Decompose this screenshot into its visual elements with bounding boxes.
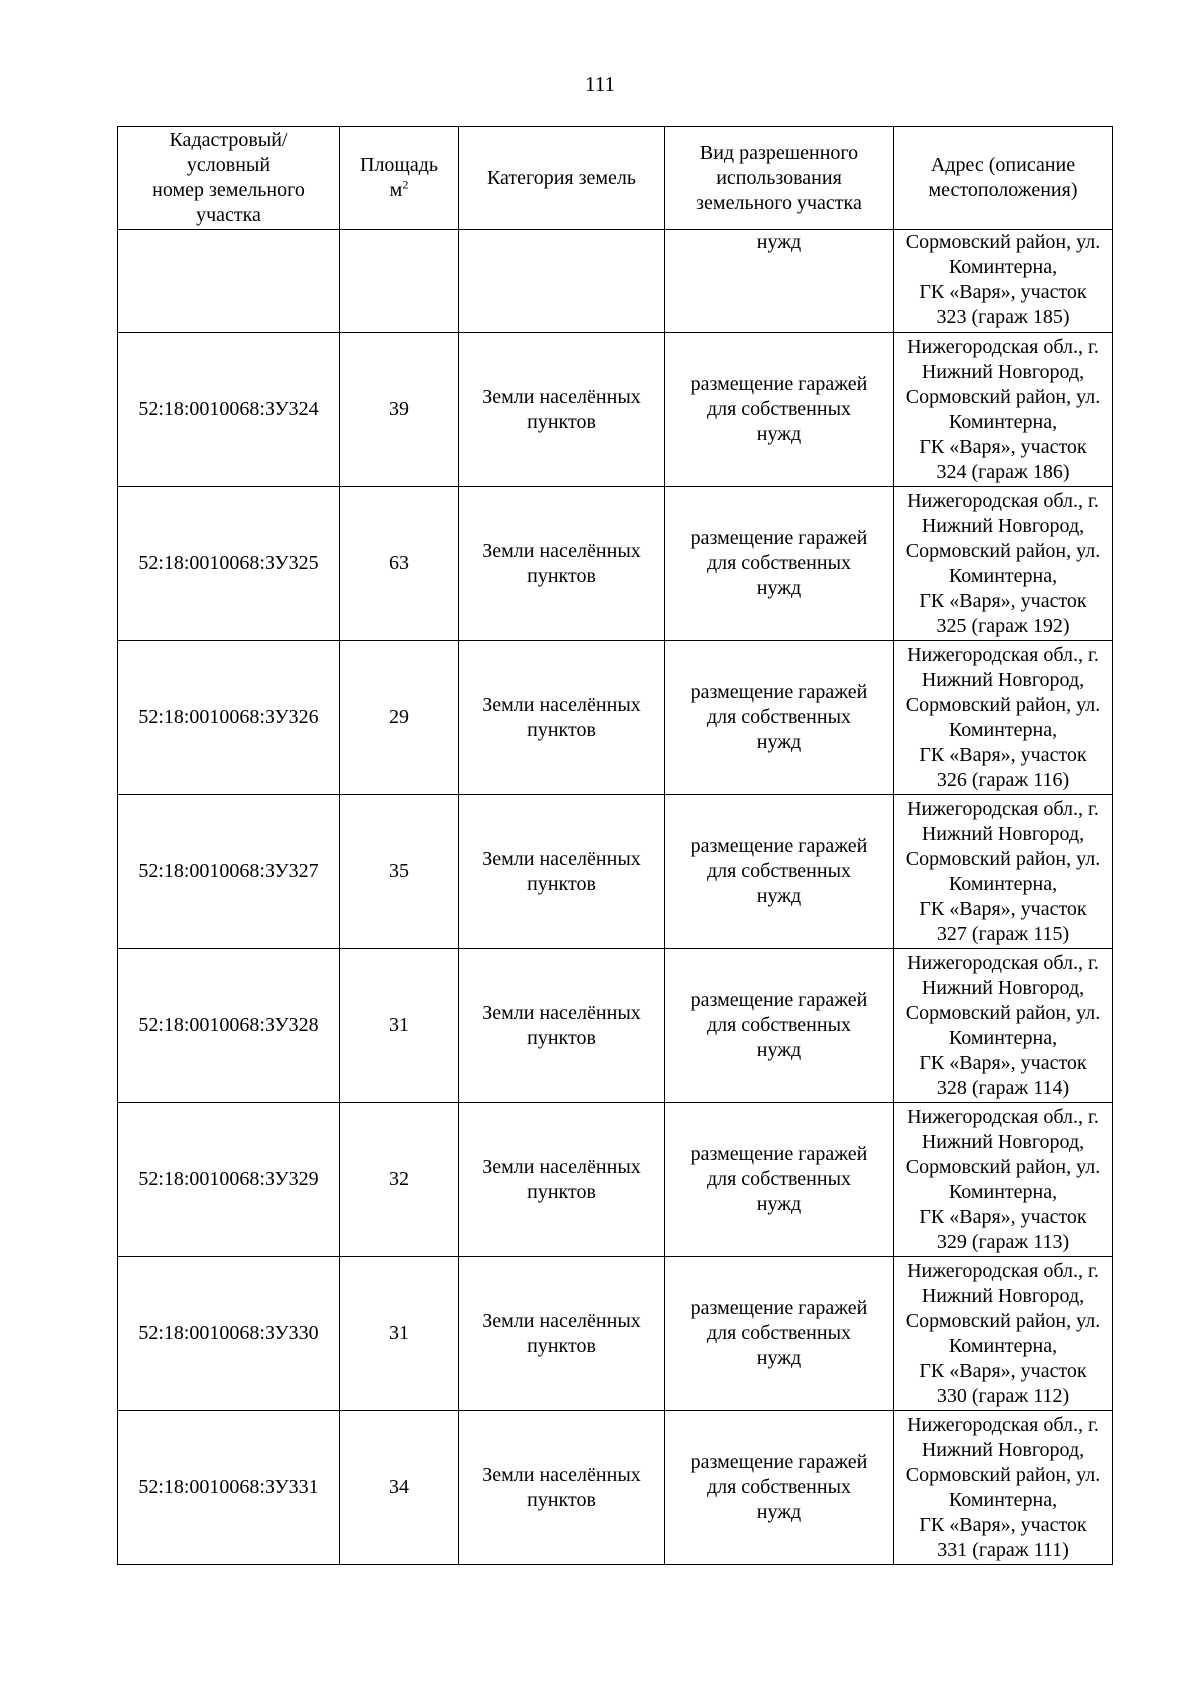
cell-use: размещение гаражей для собственных нужд <box>665 1257 894 1411</box>
table-row-continuation <box>118 230 1113 333</box>
cell-cadastral: 52:18:0010068:ЗУ331 <box>118 1411 340 1565</box>
cell-cadastral: 52:18:0010068:ЗУ327 <box>118 795 340 949</box>
cell-category: Земли населённых пунктов <box>459 333 665 487</box>
cell-address: Нижегородская обл., г. Нижний Новгород, Сормовский район, ул. Коминтерна, ГК «Варя», участок 326 (гараж 116) <box>894 641 1113 795</box>
cell-area: 31 <box>340 949 459 1103</box>
cell-cadastral: 52:18:0010068:ЗУ330 <box>118 1257 340 1411</box>
table-row <box>118 1257 1113 1411</box>
cell-category: Земли населённых пунктов <box>459 487 665 641</box>
cell-use: размещение гаражей для собственных нужд <box>665 1411 894 1565</box>
cell-address: Сормовский район, ул. Коминтерна, ГК «Варя», участок 323 (гараж 185) <box>894 230 1113 333</box>
cell-area <box>340 230 459 333</box>
cell-category: Земли населённых пунктов <box>459 795 665 949</box>
header-cadastral: Кадастровый/ условный номер земельного участка <box>118 127 340 230</box>
header-address: Адрес (описание местоположения) <box>894 127 1113 230</box>
cell-use: размещение гаражей для собственных нужд <box>665 795 894 949</box>
cell-use: размещение гаражей для собственных нужд <box>665 949 894 1103</box>
cell-area: 63 <box>340 487 459 641</box>
cell-address: Нижегородская обл., г. Нижний Новгород, Сормовский район, ул. Коминтерна, ГК «Варя», участок 328 (гараж 114) <box>894 949 1113 1103</box>
cell-use: размещение гаражей для собственных нужд <box>665 487 894 641</box>
table-row <box>118 487 1113 641</box>
cell-area: 31 <box>340 1257 459 1411</box>
table-row <box>118 641 1113 795</box>
table-row <box>118 795 1113 949</box>
cell-category: Земли населённых пунктов <box>459 641 665 795</box>
cell-address: Нижегородская обл., г. Нижний Новгород, Сормовский район, ул. Коминтерна, ГК «Варя», участок 324 (гараж 186) <box>894 333 1113 487</box>
cell-area: 39 <box>340 333 459 487</box>
cell-area: 35 <box>340 795 459 949</box>
cell-use: нужд <box>665 230 894 333</box>
cell-cadastral: 52:18:0010068:ЗУ329 <box>118 1103 340 1257</box>
cell-address: Нижегородская обл., г. Нижний Новгород, Сормовский район, ул. Коминтерна, ГК «Варя», участок 325 (гараж 192) <box>894 487 1113 641</box>
cell-area: 34 <box>340 1411 459 1565</box>
cell-address: Нижегородская обл., г. Нижний Новгород, Сормовский район, ул. Коминтерна, ГК «Варя», участок 329 (гараж 113) <box>894 1103 1113 1257</box>
table-row <box>118 1103 1113 1257</box>
table-row <box>118 1411 1113 1565</box>
cell-use: размещение гаражей для собственных нужд <box>665 333 894 487</box>
cell-cadastral <box>118 230 340 333</box>
cell-use: размещение гаражей для собственных нужд <box>665 641 894 795</box>
cell-address: Нижегородская обл., г. Нижний Новгород, Сормовский район, ул. Коминтерна, ГК «Варя», участок 331 (гараж 111) <box>894 1411 1113 1565</box>
cell-address: Нижегородская обл., г. Нижний Новгород, Сормовский район, ул. Коминтерна, ГК «Варя», участок 327 (гараж 115) <box>894 795 1113 949</box>
cell-category: Земли населённых пунктов <box>459 1257 665 1411</box>
cell-cadastral: 52:18:0010068:ЗУ325 <box>118 487 340 641</box>
cell-category: Земли населённых пунктов <box>459 1103 665 1257</box>
table-header-row <box>118 127 1113 230</box>
cell-category: Земли населённых пунктов <box>459 1411 665 1565</box>
cell-address: Нижегородская обл., г. Нижний Новгород, Сормовский район, ул. Коминтерна, ГК «Варя», участок 330 (гараж 112) <box>894 1257 1113 1411</box>
table-row <box>118 949 1113 1103</box>
cell-cadastral: 52:18:0010068:ЗУ324 <box>118 333 340 487</box>
header-area: Площадь $м^2$ <box>340 127 459 230</box>
land-plots-table <box>117 126 1113 1565</box>
cell-category: Земли населённых пунктов <box>459 949 665 1103</box>
table-row <box>118 333 1113 487</box>
cell-use: размещение гаражей для собственных нужд <box>665 1103 894 1257</box>
cell-category <box>459 230 665 333</box>
cell-cadastral: 52:18:0010068:ЗУ328 <box>118 949 340 1103</box>
cell-area: 32 <box>340 1103 459 1257</box>
page-number: 111 <box>585 72 615 96</box>
cell-area: 29 <box>340 641 459 795</box>
header-category: Категория земель <box>459 127 665 230</box>
header-use: Вид разрешенного использования земельного участка <box>665 127 894 230</box>
cell-cadastral: 52:18:0010068:ЗУ326 <box>118 641 340 795</box>
